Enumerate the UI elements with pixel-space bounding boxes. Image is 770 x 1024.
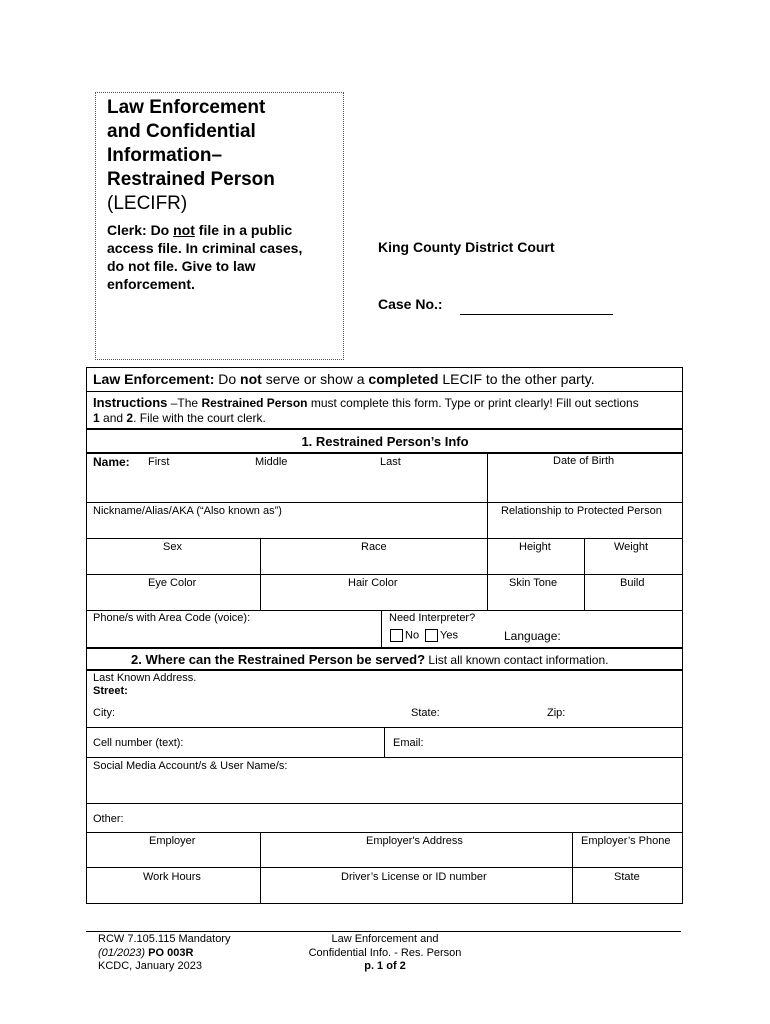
- notice-text-1: Do: [214, 371, 241, 387]
- skin-tone-label: Skin Tone: [509, 577, 558, 589]
- instructions: [93, 395, 639, 426]
- footer-center: [285, 933, 485, 974]
- employer-phone-label: Employer’s Phone: [581, 835, 671, 847]
- title-line-4: Restrained Person: [107, 169, 275, 190]
- form-title: [107, 96, 339, 192]
- middle-name-label: Middle: [255, 456, 288, 468]
- interpreter-label: Need Interpreter?: [389, 612, 476, 624]
- clerk-prefix: Clerk: Do: [107, 222, 174, 238]
- instructions-section-1: 1: [93, 411, 100, 425]
- street-label: Street:: [93, 685, 128, 697]
- divider: [86, 538, 683, 539]
- interpreter-no-option[interactable]: [390, 629, 419, 642]
- dob-label: Date of Birth: [553, 455, 615, 467]
- instructions-label: Instructions: [93, 395, 168, 410]
- weight-label: Weight: [614, 541, 649, 553]
- instructions-rp: Restrained Person: [201, 396, 308, 410]
- email-label: Email:: [393, 737, 424, 749]
- phone-label: Phone/s with Area Code (voice):: [93, 612, 251, 624]
- divider: [86, 647, 683, 649]
- footer-date-code: (01/2023): [98, 946, 146, 959]
- footer-kcdc: KCDC, January 2023: [98, 960, 202, 972]
- footer-divider: [86, 931, 681, 932]
- instructions-text-1: –The: [167, 396, 202, 410]
- section-2-title-text: 2. Where can the Restrained Person be served?: [131, 652, 426, 667]
- race-label: Race: [361, 541, 387, 553]
- footer-center-1: Law Enforcement and: [331, 933, 439, 945]
- zip-label: Zip:: [547, 707, 566, 719]
- section-2-title: [131, 652, 608, 667]
- other-label: Other:: [93, 813, 124, 825]
- title-line-1: Law Enforcement: [107, 97, 266, 118]
- instructions-and: and: [99, 411, 127, 425]
- divider: [86, 391, 683, 392]
- divider: [86, 610, 683, 611]
- divider: [487, 502, 488, 538]
- law-enforcement-notice: [93, 371, 595, 387]
- divider: [86, 452, 683, 454]
- instructions-section-2: 2: [126, 411, 134, 425]
- notice-not: not: [240, 371, 262, 387]
- divider: [86, 803, 683, 804]
- divider: [86, 669, 683, 671]
- nickname-label: Nickname/Alias/AKA (“Also known as”): [93, 505, 282, 517]
- divider: [86, 574, 683, 575]
- form-code: (LECIFR): [107, 193, 188, 214]
- divider: [381, 610, 382, 647]
- divider: [86, 832, 683, 833]
- case-no-field[interactable]: [460, 314, 613, 315]
- clerk-line1-rest: file in a public: [194, 222, 293, 238]
- section-2-note: List all known contact information.: [425, 653, 609, 667]
- employer-label: Employer: [149, 835, 196, 847]
- title-line-2: and Confidential: [107, 121, 256, 142]
- no-checkbox[interactable]: [390, 629, 403, 642]
- court-name: King County District Court: [378, 239, 555, 255]
- footer-left: [98, 933, 230, 974]
- clerk-line-4: enforcement.: [107, 276, 195, 292]
- build-label: Build: [620, 577, 645, 589]
- clerk-line-2: access file. In criminal cases,: [107, 240, 303, 256]
- cell-number-label: Cell number (text):: [93, 737, 184, 749]
- footer-form-code: PO 003R: [145, 946, 194, 959]
- notice-label: Law Enforcement:: [93, 371, 215, 387]
- divider: [260, 832, 261, 904]
- city-label: City:: [93, 707, 115, 719]
- divider: [86, 502, 683, 503]
- yes-label: Yes: [440, 629, 458, 642]
- divider: [86, 867, 683, 868]
- clerk-not: not: [173, 222, 195, 238]
- social-media-label: Social Media Account/s & User Name/s:: [93, 760, 288, 772]
- footer-center-2: Confidential Info. - Res. Person: [308, 946, 462, 959]
- section-1-title: 1. Restrained Person’s Info: [301, 434, 469, 449]
- last-known-address-label: Last Known Address.: [93, 672, 197, 684]
- divider: [86, 428, 683, 430]
- divider: [487, 452, 488, 502]
- no-label: No: [405, 629, 420, 642]
- title-line-3: Information–: [107, 145, 223, 166]
- clerk-instructions: [107, 221, 339, 293]
- notice-text-2: serve or show a: [261, 371, 369, 387]
- case-no-label: Case No.:: [378, 296, 443, 312]
- eye-color-label: Eye Color: [148, 577, 197, 589]
- relationship-label: Relationship to Protected Person: [501, 505, 662, 517]
- height-label: Height: [519, 541, 551, 553]
- license-label: Driver’s License or ID number: [341, 871, 487, 883]
- divider: [572, 832, 573, 904]
- license-state-label: State: [614, 871, 640, 883]
- clerk-line-3: do not file. Give to law: [107, 258, 256, 274]
- footer-rcw: RCW 7.105.115 Mandatory: [98, 933, 231, 945]
- state-label: State:: [411, 707, 440, 719]
- language-label: Language:: [504, 629, 561, 643]
- notice-completed: completed: [368, 371, 439, 387]
- sex-label: Sex: [163, 541, 182, 553]
- yes-checkbox[interactable]: [425, 629, 438, 642]
- work-hours-label: Work Hours: [143, 871, 201, 883]
- hair-color-label: Hair Color: [348, 577, 398, 589]
- divider: [86, 757, 683, 758]
- instructions-text-3: . File with the court clerk.: [133, 411, 266, 425]
- notice-text-3: LECIF to the other party.: [438, 371, 595, 387]
- name-label: Name:: [93, 455, 130, 469]
- instructions-text-2: must complete this form. Type or print clearly! Fill out sections: [307, 396, 639, 410]
- first-name-label: First: [148, 456, 170, 468]
- footer-page: p. 1 of 2: [364, 960, 406, 972]
- divider: [384, 727, 385, 757]
- interpreter-yes-option[interactable]: [425, 629, 458, 642]
- employer-address-label: Employer's Address: [366, 835, 463, 847]
- last-name-label: Last: [380, 456, 401, 468]
